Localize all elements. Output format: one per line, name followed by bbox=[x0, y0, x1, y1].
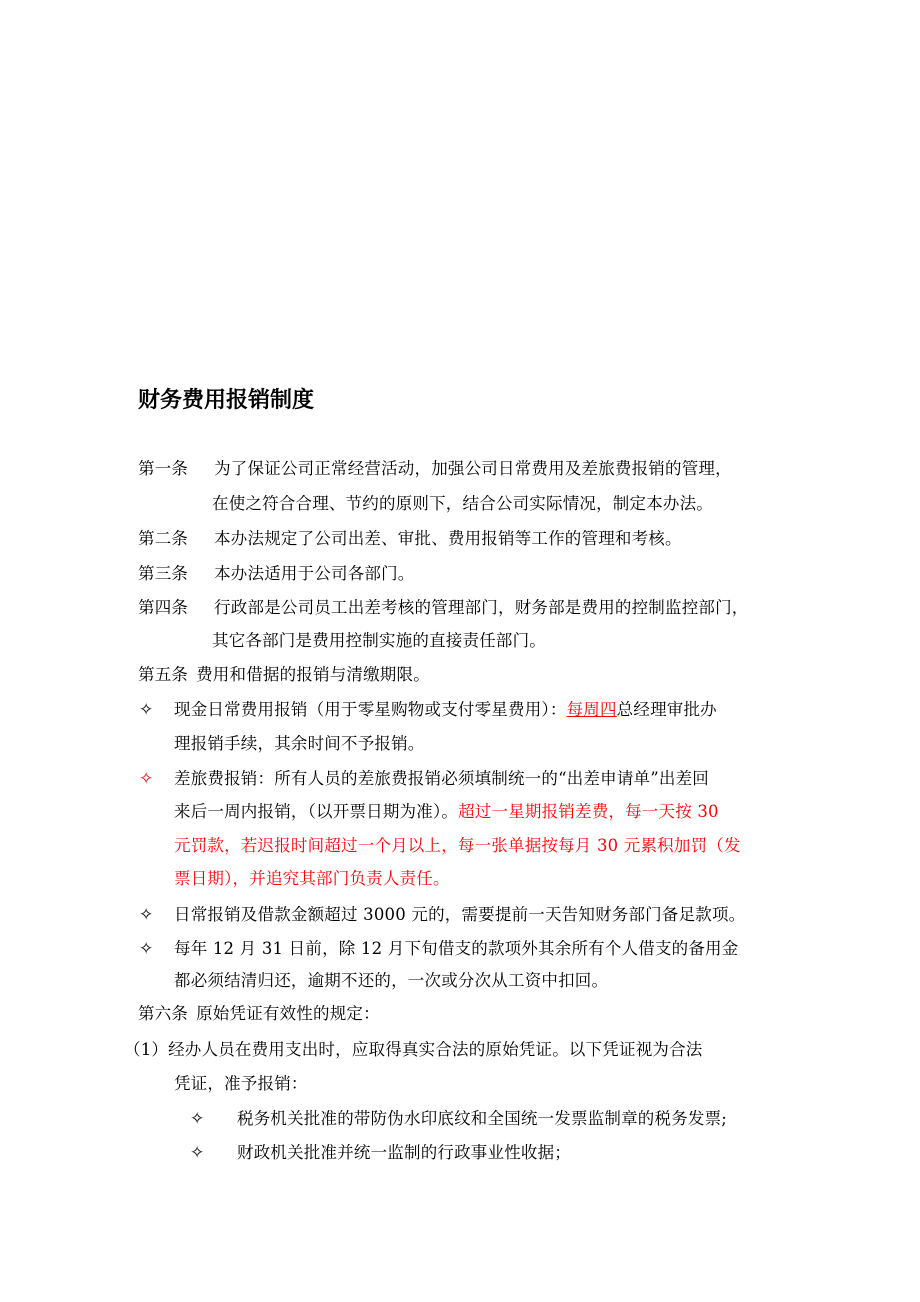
document-title: 财务费用报销制度 bbox=[138, 388, 315, 413]
bullet-diamond-icon: ✧ bbox=[139, 700, 154, 720]
bullet-4-text-1: 每年 12 月 31 日前，除 12 月下旬借支的款项外其余所有个人借支的备用金 bbox=[174, 939, 739, 958]
sub-bullet-1-text: 税务机关批准的带防伪水印底纹和全国统一发票监制章的税务发票; bbox=[237, 1109, 728, 1128]
bullet-1-line-1 bbox=[174, 698, 717, 722]
article-1-line-1 bbox=[138, 457, 732, 481]
article-6-text: 原始凭证有效性的规定： bbox=[196, 1004, 380, 1023]
bullet-2-line-2-red: 超过一星期报销差费，每一天按 30 bbox=[458, 802, 719, 821]
article-6 bbox=[138, 1002, 380, 1026]
bullet-4-text-2: 都必须结清归还，逾期不还的，一次或分次从工资中扣回。 bbox=[174, 971, 609, 990]
article-1-text-2: 在使之符合合理、节约的原则下，结合公司实际情况，制定本办法。 bbox=[212, 494, 713, 513]
article-4-text-2: 其它各部门是费用控制实施的直接责任部门。 bbox=[212, 631, 546, 650]
article-5 bbox=[138, 663, 430, 687]
article-4-line-1 bbox=[138, 596, 749, 620]
article-3 bbox=[138, 562, 415, 586]
bullet-diamond-icon: ✧ bbox=[139, 939, 154, 959]
article-2 bbox=[138, 527, 682, 551]
article-3-label: 第三条 bbox=[138, 564, 189, 583]
article-4-text-1: 行政部是公司员工出差考核的管理部门，财务部是费用的控制监控部门， bbox=[214, 598, 749, 617]
bullet-3-text: 日常报销及借款金额超过 3000 元的，需要提前一天告知财务部门备足款项。 bbox=[174, 905, 746, 924]
article-1-label: 第一条 bbox=[138, 459, 189, 478]
sub-bullet-2-text: 财政机关批准并统一监制的行政事业性收据； bbox=[237, 1143, 571, 1162]
article-5-text: 费用和借据的报销与清缴期限。 bbox=[196, 665, 430, 684]
article-3-text: 本办法适用于公司各部门。 bbox=[214, 564, 415, 583]
bullet-diamond-icon: ✧ bbox=[190, 1109, 205, 1129]
article-5-label: 第五条 bbox=[138, 665, 189, 684]
bullet-1-text-b: 总经理审批办 bbox=[616, 700, 717, 719]
bullet-diamond-icon: ✧ bbox=[139, 769, 154, 789]
bullet-diamond-icon: ✧ bbox=[190, 1143, 205, 1163]
bullet-2-line-2 bbox=[174, 800, 719, 824]
bullet-2-line-4: 票日期），并追究其部门负责人责任。 bbox=[174, 869, 450, 888]
article-2-label: 第二条 bbox=[138, 529, 189, 548]
article-4-label: 第四条 bbox=[138, 598, 189, 617]
item-1-text-2: 凭证，准予报销： bbox=[174, 1074, 308, 1093]
bullet-2-line-3: 元罚款，若迟报时间超过一个月以上，每一张单据按每月 30 元累积加罚（发 bbox=[174, 836, 741, 855]
article-2-text: 本办法规定了公司出差、审批、费用报销等工作的管理和考核。 bbox=[214, 529, 682, 548]
bullet-2-line-2-a: 来后一周内报销，（以开票日期为准）。 bbox=[174, 802, 459, 821]
bullet-2-line-1: 差旅费报销：所有人员的差旅费报销必须填制统一的“出差申请单”出差回 bbox=[174, 769, 709, 788]
bullet-1-text-a: 现金日常费用报销（用于零星购物或支付零星费用）： bbox=[174, 700, 567, 719]
bullet-1-text-2: 理报销手续，其余时间不予报销。 bbox=[174, 734, 425, 753]
item-1-text-1: （1）经办人员在费用支出时，应取得真实合法的原始凭证。以下凭证视为合法 bbox=[124, 1040, 703, 1059]
article-1-text-1: 为了保证公司正常经营活动，加强公司日常费用及差旅费报销的管理， bbox=[214, 459, 732, 478]
bullet-diamond-icon: ✧ bbox=[139, 905, 154, 925]
article-6-label: 第六条 bbox=[138, 1004, 189, 1023]
bullet-1-highlight: 每周四 bbox=[566, 700, 617, 719]
